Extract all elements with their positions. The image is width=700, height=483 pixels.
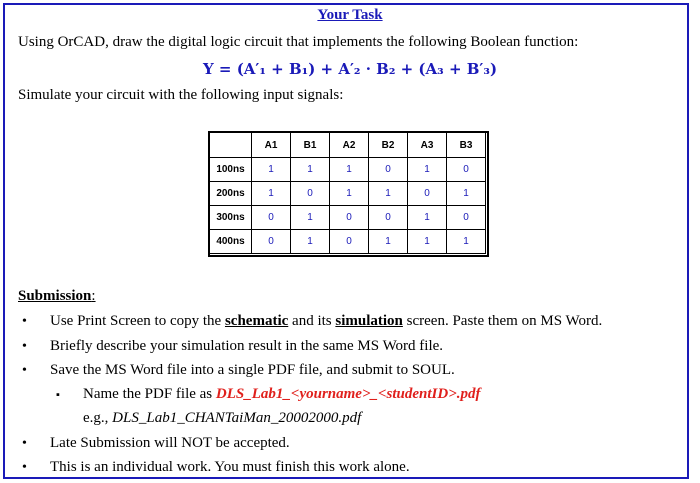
- bullet-item: Late Submission will NOT be accepted.: [50, 435, 290, 451]
- intro-text: Using OrCAD, draw the digital logic circuit that implements the following Boolean function:: [18, 34, 579, 50]
- value-cell: 1: [408, 230, 447, 254]
- value-cell: 1: [291, 230, 330, 254]
- value-cell: 1: [369, 230, 408, 254]
- bullet-dot-icon: •: [22, 436, 27, 451]
- time-cell: 400ns: [210, 230, 252, 254]
- value-cell: 0: [291, 182, 330, 206]
- table-header-cell: [210, 133, 252, 158]
- pdf-name-format: DLS_Lab1_<yourname>_<studentID>.pdf: [215, 386, 481, 402]
- bullet1-post: screen. Paste them on MS Word.: [402, 313, 603, 329]
- bullet-item: [50, 313, 602, 330]
- simulate-text: Simulate your circuit with the following input signals:: [18, 87, 344, 103]
- schematic-keyword: schematic: [224, 313, 289, 329]
- table-header-row: [210, 133, 486, 158]
- value-cell: 1: [408, 158, 447, 182]
- table-header-cell: A2: [330, 133, 369, 158]
- sub-bullet-dot-icon: ▪: [56, 389, 60, 401]
- example-prefix: e.g.,: [83, 410, 113, 426]
- value-cell: 0: [330, 206, 369, 230]
- boolean-formula: [0, 60, 700, 78]
- value-cell: 1: [252, 182, 291, 206]
- time-cell: 200ns: [210, 182, 252, 206]
- value-cell: 1: [447, 230, 486, 254]
- table-row: [210, 158, 486, 182]
- value-cell: 1: [291, 206, 330, 230]
- table-header-cell: B3: [447, 133, 486, 158]
- value-cell: 1: [408, 206, 447, 230]
- submission-colon: :: [91, 288, 96, 304]
- value-cell: 0: [369, 206, 408, 230]
- pdf-name-label: Name the PDF file as: [83, 386, 216, 402]
- value-cell: 1: [330, 182, 369, 206]
- table-header-cell: A1: [252, 133, 291, 158]
- value-cell: 1: [291, 158, 330, 182]
- value-cell: 1: [447, 182, 486, 206]
- formula-lhs: Y: [202, 60, 214, 78]
- input-signal-table: [209, 132, 486, 254]
- value-cell: 0: [369, 158, 408, 182]
- table-row: [210, 206, 486, 230]
- value-cell: 0: [252, 230, 291, 254]
- value-cell: 0: [447, 158, 486, 182]
- table-header-cell: A3: [408, 133, 447, 158]
- bullet-dot-icon: •: [22, 363, 27, 378]
- value-cell: 0: [447, 206, 486, 230]
- bullet1-text: Use Print Screen to copy the: [50, 313, 225, 329]
- value-cell: 1: [330, 158, 369, 182]
- simulation-keyword: simulation: [335, 313, 403, 329]
- table-row: [210, 182, 486, 206]
- table-header-cell: B2: [369, 133, 408, 158]
- submission-heading-text: Submission: [18, 288, 92, 304]
- bullet-item: Briefly describe your simulation result in the same MS Word file.: [50, 338, 444, 354]
- value-cell: 1: [252, 158, 291, 182]
- value-cell: 0: [252, 206, 291, 230]
- value-cell: 0: [330, 230, 369, 254]
- example-filename: DLS_Lab1_CHANTaiMan_20002000.pdf: [112, 410, 362, 426]
- bullet-dot-icon: •: [22, 460, 27, 475]
- table-header-cell: B1: [291, 133, 330, 158]
- page-title: Your Task: [317, 7, 383, 23]
- value-cell: 1: [369, 182, 408, 206]
- formula-expr: = (A′₁ + B₁) + A′₂ · B₂ + (A₃ + B′₃): [218, 60, 498, 78]
- bullet1-mid: and its: [288, 313, 336, 329]
- time-cell: 300ns: [210, 206, 252, 230]
- value-cell: 0: [408, 182, 447, 206]
- table-row: [210, 230, 486, 254]
- time-cell: 100ns: [210, 158, 252, 182]
- bullet-dot-icon: •: [22, 339, 27, 354]
- example-line: [83, 410, 361, 427]
- bullet-dot-icon: •: [22, 314, 27, 329]
- bullet-item: This is an individual work. You must finish this work alone.: [50, 459, 410, 475]
- sub-bullet-item: [83, 386, 481, 403]
- bullet-item: Save the MS Word file into a single PDF file, and submit to SOUL.: [50, 362, 455, 378]
- submission-heading: [18, 288, 96, 305]
